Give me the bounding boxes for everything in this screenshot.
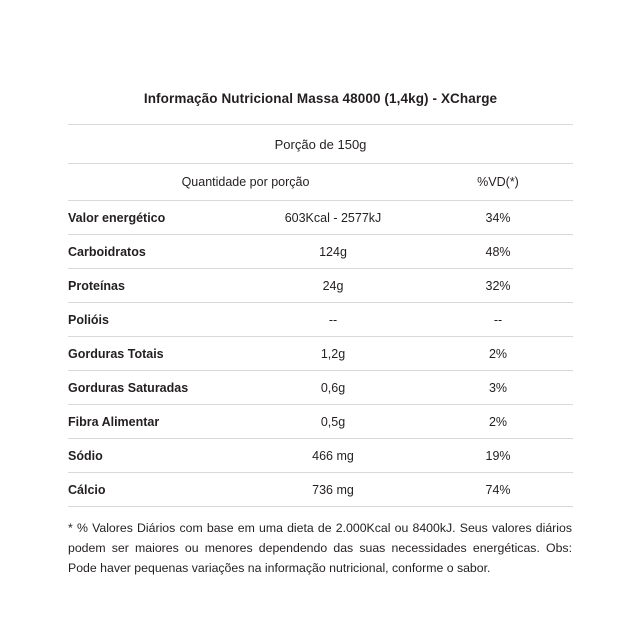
table-row — [68, 337, 573, 371]
table-row-header — [68, 164, 573, 201]
header-quantity: Quantidade por porção — [68, 164, 423, 201]
nutrient-name: Carboidratos — [68, 235, 243, 269]
nutrient-vd: 19% — [423, 439, 573, 473]
nutrient-vd: -- — [423, 303, 573, 337]
nutrient-quantity: 124g — [243, 235, 423, 269]
nutrient-name: Gorduras Totais — [68, 337, 243, 371]
nutrient-name: Valor energético — [68, 201, 243, 235]
nutrient-vd: 32% — [423, 269, 573, 303]
nutrition-label — [68, 72, 573, 579]
nutrient-vd: 2% — [423, 337, 573, 371]
nutrient-name: Fibra Alimentar — [68, 405, 243, 439]
table-row — [68, 269, 573, 303]
table-row — [68, 405, 573, 439]
table-row-portion — [68, 125, 573, 164]
table-row-title — [68, 72, 573, 125]
nutrient-quantity: 24g — [243, 269, 423, 303]
footnote-text: * % Valores Diários com base em uma dieta de 2.000Kcal ou 8400kJ. Seus valores diários podem ser maiores ou menores dependendo das suas necessidades energéticas. Obs: Pode haver pequenas variações na informação nutricional, conforme o sabor. — [68, 521, 572, 575]
nutrient-quantity: 0,5g — [243, 405, 423, 439]
nutrient-vd: 74% — [423, 473, 573, 507]
table-row — [68, 303, 573, 337]
nutrient-name: Proteínas — [68, 269, 243, 303]
table-row — [68, 371, 573, 405]
nutrient-vd: 34% — [423, 201, 573, 235]
table-row — [68, 235, 573, 269]
table-row — [68, 473, 573, 507]
nutrient-quantity: -- — [243, 303, 423, 337]
portion-text: Porção de 150g — [68, 125, 573, 164]
nutrient-quantity: 0,6g — [243, 371, 423, 405]
header-vd: %VD(*) — [423, 164, 573, 201]
nutrition-table — [68, 72, 573, 507]
nutrition-title: Informação Nutricional Massa 48000 (1,4kg) - XCharge — [68, 72, 573, 125]
table-row — [68, 201, 573, 235]
nutrient-name: Gorduras Saturadas — [68, 371, 243, 405]
nutrient-quantity: 1,2g — [243, 337, 423, 371]
nutrient-quantity: 603Kcal - 2577kJ — [243, 201, 423, 235]
nutrient-quantity: 466 mg — [243, 439, 423, 473]
nutrient-name: Cálcio — [68, 473, 243, 507]
nutrient-vd: 48% — [423, 235, 573, 269]
nutrient-vd: 3% — [423, 371, 573, 405]
nutrient-vd: 2% — [423, 405, 573, 439]
nutrient-name: Sódio — [68, 439, 243, 473]
nutrient-quantity: 736 mg — [243, 473, 423, 507]
table-row — [68, 439, 573, 473]
nutrient-name: Polióis — [68, 303, 243, 337]
